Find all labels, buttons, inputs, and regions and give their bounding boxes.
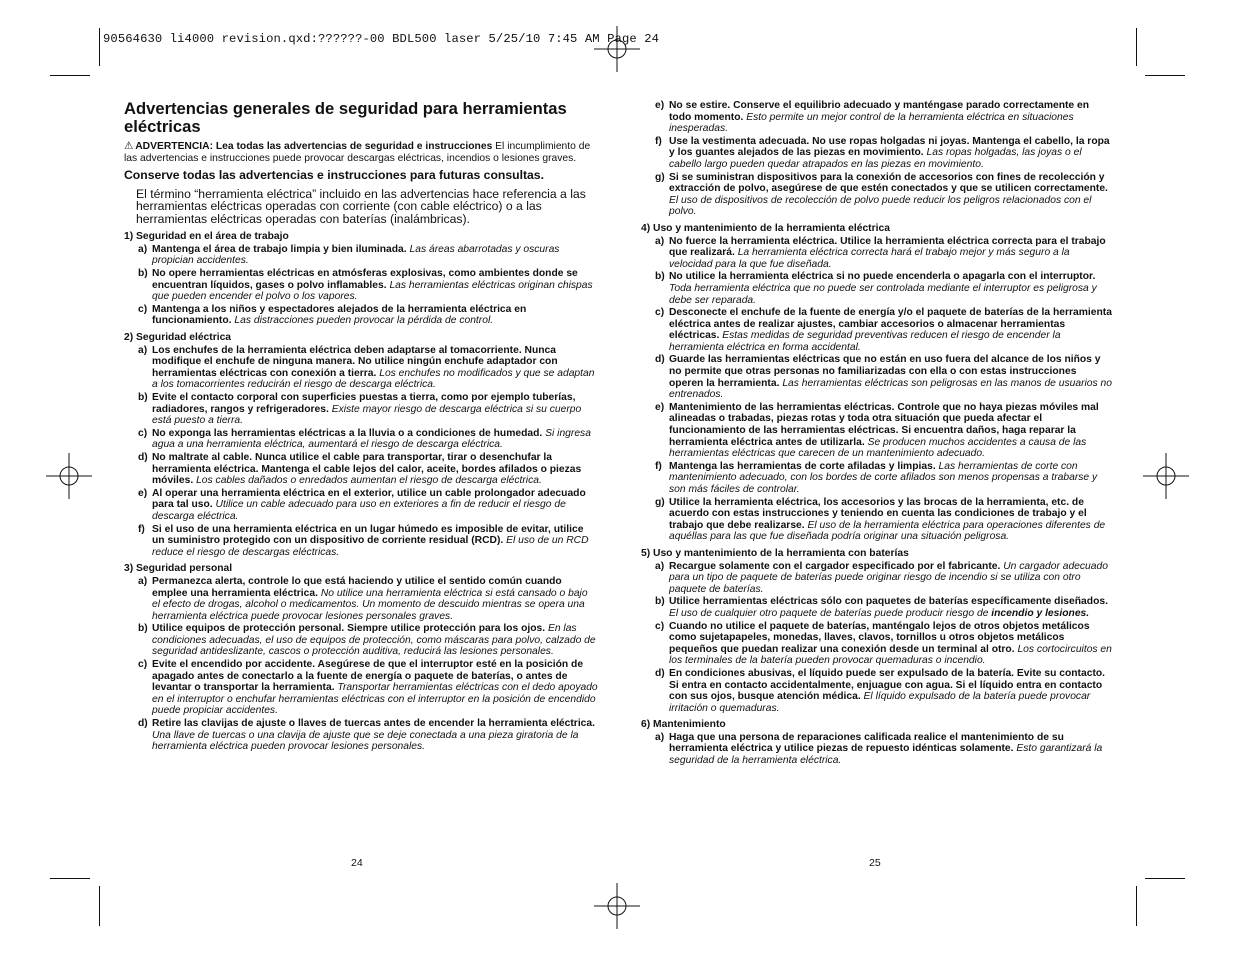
list-item [138,452,598,487]
item-explanation: En las condiciones adecuadas, el uso de equipos de protección, como máscaras para polvo, calzado de seguridad antideslizante, cascos o protección auditiva, reducirá las lesiones personales. [152,623,596,658]
item-instruction: Desconecte el enchufe de la fuente de energía y/o el paquete de baterías de la herramienta eléctrica antes de realizar ajustes, cambiar accesorios o almacenar herramientas eléctricas. [669,307,1112,342]
item-text [152,428,598,451]
item-explanation: Las herramientas eléctricas son peligrosas en las manos de usuarios no entrenados. [669,377,1112,401]
item-label: f) [138,523,145,535]
item-label: c) [655,307,665,319]
item-emphasis: incendio y lesiones. [991,607,1090,619]
registration-mark-left [46,453,92,499]
item-label: d) [655,354,665,366]
intro-paragraph: El término “herramienta eléctrica” incluido en las advertencias hace referencia a las herramientas eléctricas operadas con corriente (con cable eléctrico) o a las herramientas eléctricas operadas con baterías (inalámbricas). [136,186,586,226]
item-label: d) [138,718,148,730]
item-instruction: Utilice herramientas eléctricas sólo con paquetes de baterías específicamente diseñados. [669,596,1108,608]
item-explanation: Las distracciones pueden provocar la pérdida de control. [231,315,494,327]
item-explanation: Transportar herramientas eléctricas con el dedo apoyado en el interruptor o enchufar herramientas eléctricas con el interruptor en la posición de encendido puede propiciar accidentes. [152,682,598,717]
item-text [152,488,598,523]
item-text [669,621,1113,667]
list-item [138,345,598,391]
section-heading: 1) Seguridad en el área de trabajo [124,231,289,243]
item-explanation: Estas medidas de seguridad preventivas reducen el riesgo de encender la herramienta eléctrica en forma accidental. [669,330,1061,353]
warning-label: ADVERTENCIA: Lea todas las advertencias de seguridad e instrucciones [135,141,493,152]
list-item [138,392,598,427]
item-instruction: Mantenimiento de las herramientas eléctricas. Controle que no haya piezas móviles mal alineadas o trabadas, piezas rotas y toda otra situación que pueda afectar el funcionamiento de las herramientas eléctricas. Si encuentra daños, haga reparar la herramienta eléctrica antes de utilizarla. [669,401,1099,448]
item-text [152,392,598,427]
item-label: g) [655,171,665,183]
item-instruction: Evite el contacto corporal con superficies puestas a tierra, como por ejemplo tuberías, radiadores, rangos y refrigeradores. [152,392,576,415]
item-instruction: No se estire. Conserve el equilibrio adecuado y manténgase parado correctamente en todo momento. [669,100,1090,123]
item-text [152,659,598,717]
item-instruction: Si se suministran dispositivos para la conexión de accesorios con fines de recolección y extracción de polvo, asegúrese de que estén conectados y que se utilicen correctamente. [669,171,1108,195]
right-page [641,100,1113,768]
item-text [669,596,1113,619]
warning-text: El incumplimiento de las advertencias e instrucciones puede provocar descargas eléctricas, incendios o lesiones graves. [124,141,591,164]
item-explanation: Un cargador adecuado para un tipo de paquete de baterías puede originar riesgo de incendio si se utiliza con otro paquete de baterías. [669,560,1108,595]
item-text [669,561,1113,596]
page-number-left: 24 [351,857,363,869]
item-instruction: Mantenga a los niños y espectadores alejados de la herramienta eléctrica en funcionamiento. [152,303,527,327]
section-heading: 5) Uso y mantenimiento de la herramienta con baterías [641,547,909,559]
item-text [669,271,1113,306]
item-explanation: Las herramientas eléctricas originan chispas que pueden encender el polvo o los vapores. [152,279,593,303]
list-item [655,561,1113,596]
print-slug: 90564630 li4000 revision.qxd:??????-00 BDL500 laser 5/25/10 7:45 AM Page 24 [103,32,660,46]
item-label: e) [655,100,665,111]
item-explanation: Si ingresa agua a una herramienta eléctrica, aumentará el riesgo de descarga eléctrica. [152,427,591,451]
list-item [138,268,598,303]
list-item [655,100,1113,135]
item-instruction: No utilice la herramienta eléctrica si no puede encenderla o apagarla con el interruptor. [669,271,1096,283]
list-item [138,304,598,327]
item-explanation: No utilice una herramienta eléctrica si está cansado o bajo el efecto de drogas, alcohol o medicamentos. Un momento de descuido mientras se opera una herramienta eléctrica puede provocar lesiones personales graves. [152,587,588,622]
item-instruction: Guarde las herramientas eléctricas que no están en uso fuera del alcance de los niños y no permite que otras personas no familiarizadas con ella o con estas instrucciones operen la herramienta. [669,354,1101,389]
item-text [152,524,598,559]
item-label: d) [138,451,148,463]
item-explanation: Esto garantizará la seguridad de la herramienta eléctrica. [669,743,1103,767]
page-title: Advertencias generales de seguridad para herramientas eléctricas [124,99,567,136]
item-text [669,236,1113,271]
item-label: e) [655,401,665,413]
list-item [138,428,598,451]
item-explanation: El uso de un RCD reduce el riesgo de descargas eléctricas. [152,535,589,558]
item-instruction: No exponga las herramientas eléctricas a la lluvia o a condiciones de humedad. [152,427,543,439]
item-instruction: Mantenga las herramientas de corte afiladas y limpias. [669,460,936,472]
list-item [138,488,598,523]
item-label: f) [655,460,662,472]
section-heading: 2) Seguridad eléctrica [124,332,232,344]
item-instruction: Use la vestimenta adecuada. No use ropas holgadas ni joyas. Mantenga el cabello, la ropa y los guantes alejados de las piezas en movimiento. [669,135,1110,159]
list-item [655,497,1113,543]
item-label: b) [138,392,148,403]
item-instruction: Utilice equipos de protección personal. Siempre utilice protección para los ojos. [152,623,546,635]
item-explanation: Las herramientas de corte con mantenimiento adecuado, con los bordes de corte afilados son menos propensas a trabarse y son más fáciles de controlar. [669,460,1098,495]
item-explanation: Los cortocircuitos en los terminales de la batería pueden provocar quemaduras o incendio. [669,643,1112,667]
item-text [152,304,598,327]
list-item [138,718,598,753]
item-instruction: No maltrate al cable. Nunca utilice el cable para transportar, tirar o desenchufar la herramienta eléctrica. Mantenga el cable lejos del calor, aceite, bordes afilados o piezas móviles. [152,451,582,487]
section-heading: 6) Mantenimiento [641,719,726,731]
list-item [655,668,1113,714]
list-item [655,621,1113,667]
left-sections [124,231,598,753]
item-text [669,732,1113,767]
item-instruction: Al operar una herramienta eléctrica en el exterior, utilice un cable prolongador adecuado para tal uso. [152,487,586,511]
item-label: a) [655,560,665,572]
list-item [138,244,598,267]
item-label: a) [138,243,148,255]
list-item [655,354,1113,400]
section-heading: 4) Uso y mantenimiento de la herramienta eléctrica [641,222,890,234]
list-item [655,307,1113,353]
item-text [152,623,598,658]
item-instruction: En condiciones abusivas, el líquido puede ser expulsado de la batería. Evite su contacto. Si entra en contacto accidentalmente, enjuague con agua. Si el líquido entra en contacto con sus ojos, busque atención médica. [669,667,1106,703]
item-instruction: Retire las clavijas de ajuste o llaves de tuercas antes de encender la herramienta eléctrica. [152,718,595,730]
item-label: c) [138,427,148,439]
item-instruction: No fuerce la herramienta eléctrica. Utilice la herramienta eléctrica correcta para el trabajo que realizará. [669,235,1106,259]
item-text [152,452,598,487]
item-explanation: Las ropas holgadas, las joyas o el cabello largo pueden quedar atrapados en las piezas en movimiento. [669,147,1082,170]
item-explanation: Toda herramienta eléctrica que no puede ser controlada mediante el interruptor es peligrosa y debe ser reparada. [669,282,1097,306]
item-label: d) [655,667,665,679]
item-text [669,402,1113,460]
item-text [152,268,598,303]
item-explanation: Los enchufes no modificados y que se adaptan a los tomacorrientes reducirán el riesgo de descarga eléctrica. [152,367,595,391]
item-instruction: Haga que una persona de reparaciones calificada realice el mantenimiento de su herramienta eléctrica y utilice piezas de repuesto idénticas solamente. [669,731,1064,755]
item-label: c) [138,303,148,315]
item-label: b) [138,623,148,635]
list-item [655,732,1113,767]
item-explanation: Se producen muchos accidentes a causa de las herramientas eléctricas que carecen de un mantenimiento adecuado. [669,436,1087,460]
item-text [152,345,598,391]
item-explanation: La herramienta eléctrica correcta hará el trabajo mejor y más seguro a la velocidad para la que fue diseñada. [669,247,1070,270]
section-heading: 3) Seguridad personal [124,563,233,575]
item-explanation: Los cables dañados o enredados aumentan el riesgo de descarga eléctrica. [193,475,542,487]
item-label: c) [655,620,665,632]
list-item [138,576,598,622]
warning-paragraph [124,141,598,164]
warning-triangle-icon: ⚠ [124,141,134,152]
item-explanation: Existe mayor riesgo de descarga eléctrica si su cuerpo está puesto a tierra. [152,403,582,427]
item-instruction: Evite el encendido por accidente. Asegúrese de que el interruptor esté en la posición de apagado antes de conectarlo a la fuente de energía o paquete de baterías, o antes de levantar o transportar la herramienta. [152,659,584,694]
item-label: e) [138,487,148,499]
item-text [669,136,1113,171]
item-text [152,244,598,267]
item-text [669,461,1113,496]
page-number-right: 25 [869,857,881,869]
item-label: c) [138,659,148,671]
item-text [669,307,1113,353]
item-text [152,576,598,622]
left-page [124,100,598,754]
list-item [138,623,598,658]
item-explanation: El uso de dispositivos de recolección de polvo puede reducir los peligros relacionados con el polvo. [669,194,1092,218]
item-instruction: Los enchufes de la herramienta eléctrica deben adaptarse al tomacorriente. Nunca modifique el enchufe de ninguna manera. No utilice ningún enchufe adaptador con herramientas eléctricas con conexión a tierra. [152,344,558,379]
item-text [152,718,598,753]
item-label: b) [138,268,148,280]
item-instruction: No opere herramientas eléctricas en atmósferas explosivas, como ambientes donde se encuentran líquidos, gases o polvo inflamables. [152,268,578,291]
item-text [669,172,1113,218]
item-text [669,354,1113,400]
list-item [138,659,598,717]
registration-mark-top [594,26,640,72]
item-label: f) [655,135,662,147]
item-explanation: El uso de la herramienta eléctrica para operaciones diferentes de aquéllas para las que fue diseñada podría originar una situación peligrosa. [669,519,1106,543]
item-instruction: Cuando no utilice el paquete de baterías, manténgalo lejos de otros objetos metálicos como sujetapapeles, monedas, llaves, clavos, tornillos u otros objetos metálicos pequeños que puedan realizar una conexión desde un terminal al otro. [669,620,1090,655]
list-item [655,461,1113,496]
item-instruction: Mantenga el área de trabajo limpia y bien iluminada. [152,243,407,255]
item-text [669,497,1113,543]
list-item [655,596,1113,619]
list-item [655,136,1113,171]
item-explanation: El uso de cualquier otro paquete de baterías puede producir riesgo de [669,607,992,619]
item-explanation: El líquido expulsado de la batería puede provocar irritación o quemaduras. [669,691,1091,714]
list-item [655,172,1113,218]
registration-mark-bottom [594,883,640,929]
right-sections [641,223,1113,767]
list-item [655,402,1113,460]
item-label: b) [655,271,665,283]
item-text [669,100,1113,135]
item-label: a) [138,575,148,587]
item-explanation: Una llave de tuercas o una clavija de ajuste que se deje conectada a una pieza giratoria de la herramienta eléctrica pueden provocar lesiones personales. [152,729,579,753]
item-instruction: Recargue solamente con el cargador especificado por el fabricante. [669,560,1001,572]
item-instruction: Si el uso de una herramienta eléctrica en un lugar húmedo es imposible de evitar, utilice un suministro protegido con un dispositivo de corriente residual (RCD). [152,523,584,547]
list-item [138,524,598,559]
item-instruction: Permanezca alerta, controle lo que está haciendo y utilice el sentido común cuando emplee una herramienta eléctrica. [152,575,562,599]
list-item [655,236,1113,271]
item-explanation: Utilice un cable adecuado para uso en exteriores a fin de reducir el riesgo de descarga eléctrica. [152,499,566,522]
item-label: g) [655,496,665,508]
item-text [669,668,1113,714]
keep-instructions-heading: Conserve todas las advertencias e instrucciones para futuras consultas. [124,168,544,183]
item-instruction: Utilice la herramienta eléctrica, los accesorios y las brocas de la herramienta, etc. de acuerdo con estas instrucciones y teniendo en cuenta las condiciones de trabajo y el trabajo que debe realizarse. [669,496,1087,531]
list-item [655,271,1113,306]
item-explanation: Las áreas abarrotadas y oscuras propician accidentes. [152,243,560,267]
item-label: b) [655,596,665,608]
item-label: a) [655,731,665,743]
registration-mark-right [1143,453,1189,499]
item-label: a) [138,344,148,356]
item-explanation: Esto permite un mejor control de la herramienta eléctrica en situaciones inesperadas. [669,111,1074,135]
right-lead-items [641,100,1113,218]
item-label: a) [655,235,665,247]
